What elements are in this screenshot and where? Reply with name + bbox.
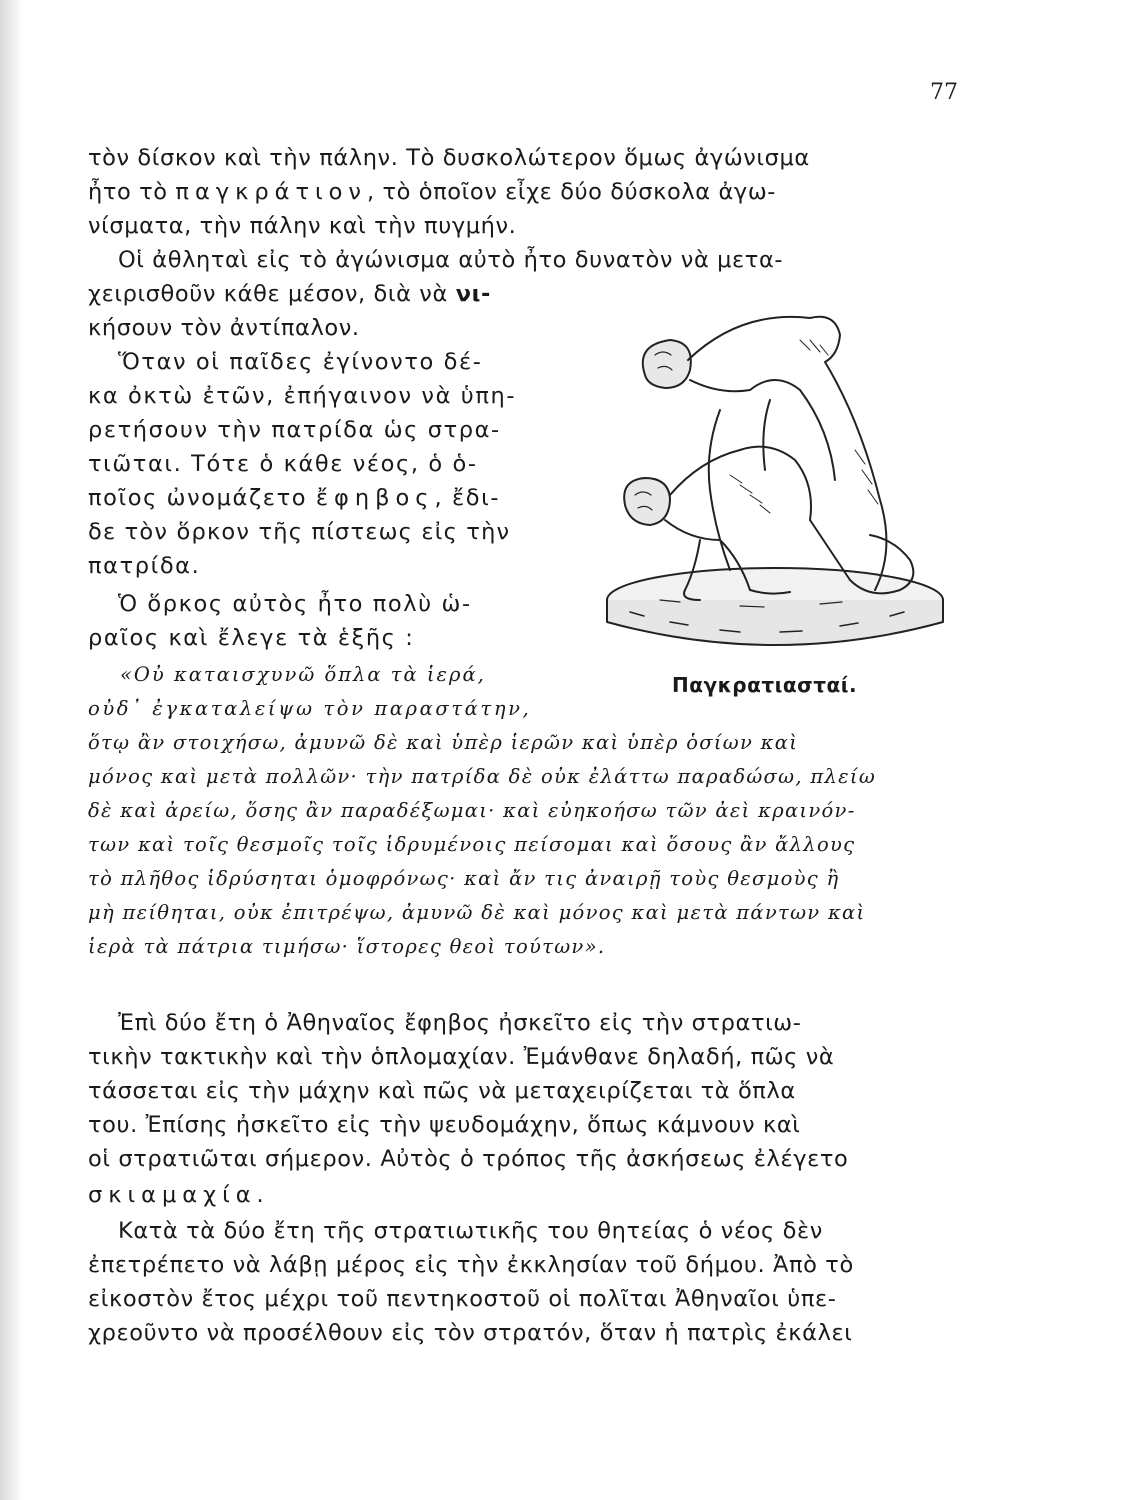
- text-line: κήσουν τὸν ἀντίπαλον.: [88, 315, 360, 341]
- text-line: τάσσεται εἰς τὴν μάχην καὶ πῶς νὰ μεταχειρίζεται τὰ ὅπλα: [88, 1078, 796, 1104]
- text-line: Ὅταν οἱ παῖδες ἐγίνοντο δέ-: [118, 349, 483, 375]
- text-line: Ὁ ὅρκος αὐτὸς ἦτο πολὺ ὡ-: [118, 591, 472, 617]
- text-line: τικὴν τακτικὴν καὶ τὴν ὁπλομαχίαν. Ἐμάνθανε δηλαδή, πῶς νὰ: [88, 1044, 835, 1070]
- text-line: κα ὀκτὼ ἐτῶν, ἐπήγαινον νὰ ὑπη-: [88, 383, 517, 409]
- text-line: τὸν δίσκον καὶ τὴν πάλην. Τὸ δυσκολώτερον ὅμως ἀγώνισμα: [88, 145, 810, 171]
- text-line: ραῖος καὶ ἔλεγε τὰ ἑξῆς :: [88, 625, 415, 651]
- text-span: , τὸ ὁποῖον εἶχε δύο δύσκολα ἀγω-: [366, 179, 776, 205]
- text-line: ἐπετρέπετο νὰ λάβῃ μέρος εἰς τὴν ἐκκλησίαν τοῦ δήμου. Ἀπὸ τὸ: [88, 1252, 854, 1278]
- text-line: Οἱ ἀθληταὶ εἰς τὸ ἀγώνισμα αὐτὸ ἦτο δυνατὸν νὰ μετα-: [118, 247, 784, 273]
- text-line: χρεοῦντο νὰ προσέλθουν εἰς τὸν στρατόν, ὅταν ἡ πατρὶς ἐκάλει: [88, 1320, 853, 1346]
- bold-term: νι-: [455, 281, 491, 307]
- text-span: , ἔδι-: [434, 485, 501, 511]
- oath-line: τὸ πλῆθος ἱδρύσηται ὁμοφρόνως· καὶ ἄν τις ἀναιρῇ τοὺς θεσμοὺς ἢ: [88, 867, 840, 890]
- oath-line: οὐδ᾿ ἐγκαταλείψω τὸν παραστάτην,: [88, 697, 532, 720]
- text-line: ρετήσουν τὴν πατρίδα ὡς στρα-: [88, 417, 501, 443]
- text-line: πατρίδα.: [88, 553, 201, 579]
- text-span: χειρισθοῦν κάθε μέσον, διὰ νὰ: [88, 281, 448, 307]
- text-line: δε τὸν ὅρκον τῆς πίστεως εἰς τὴν: [88, 519, 511, 545]
- text-span: ποῖος ὠνομάζετο: [88, 485, 308, 511]
- emphasis-term: ἔφηβος: [315, 485, 435, 511]
- figure-caption: Παγκρατιασταί.: [672, 673, 858, 697]
- text-line: [88, 177, 776, 207]
- oath-line: μόνος καὶ μετὰ πολλῶν· τὴν πατρίδα δὲ οὐκ ἐλάττω παραδώσω, πλείω: [88, 765, 877, 788]
- text-line: Ἐπὶ δύο ἔτη ὁ Ἀθηναῖος ἔφηβος ἠσκεῖτο εἰς τὴν στρατιω-: [118, 1010, 802, 1036]
- text-line: εἰκοστὸν ἔτος μέχρι τοῦ πεντηκοστοῦ οἱ πολῖται Ἀθηναῖοι ὑπε-: [88, 1286, 837, 1312]
- oath-line: των καὶ τοῖς θεσμοῖς τοῖς ἱδρυμένοις πείσομαι καὶ ὅσους ἂν ἄλλους: [88, 833, 856, 856]
- emphasis-term: σκιαμαχία.: [88, 1182, 270, 1208]
- text-line: του. Ἐπίσης ἠσκεῖτο εἰς τὴν ψευδομάχην, ὅπως κάμνουν καὶ: [88, 1112, 801, 1138]
- text-line: Κατὰ τὰ δύο ἔτη τῆς στρατιωτικῆς του θητείας ὁ νέος δὲν: [118, 1218, 823, 1244]
- text-line: [88, 483, 500, 513]
- emphasis-term: παγκράτιον: [175, 179, 367, 205]
- oath-line: μὴ πείθηται, οὐκ ἐπιτρέψω, ἀμυνῶ δὲ καὶ μόνος καὶ μετὰ πάντων καὶ: [88, 901, 866, 924]
- text-line: [88, 279, 491, 309]
- oath-line: «Οὐ καταισχυνῶ ὅπλα τὰ ἱερά,: [120, 663, 486, 686]
- binding-gutter: [0, 0, 22, 1500]
- text-span: ἦτο τὸ: [88, 179, 168, 205]
- oath-line: ἱερὰ τὰ πάτρια τιμήσω· ἵστορες θεοὶ τούτων».: [88, 935, 606, 958]
- text-line: οἱ στρατιῶται σήμερον. Αὐτὸς ὁ τρόπος τῆς ἀσκήσεως ἐλέγετο: [88, 1146, 849, 1172]
- oath-line: δὲ καὶ ἀρείω, ὅσης ἂν παραδέξωμαι· καὶ εὐηκοήσω τῶν ἀεὶ κραινόν-: [88, 799, 856, 822]
- page-number: 77: [930, 80, 958, 105]
- text-line: τιῶται. Τότε ὁ κάθε νέος, ὁ ὁ-: [88, 451, 478, 477]
- oath-line: ὅτῳ ἂν στοιχήσω, ἀμυνῶ δὲ καὶ ὑπὲρ ἱερῶν καὶ ὑπὲρ ὁσίων καὶ: [88, 731, 799, 754]
- text-line: νίσματα, τὴν πάλην καὶ τὴν πυγμήν.: [88, 213, 517, 239]
- pankration-sculpture-illustration: [600, 300, 950, 665]
